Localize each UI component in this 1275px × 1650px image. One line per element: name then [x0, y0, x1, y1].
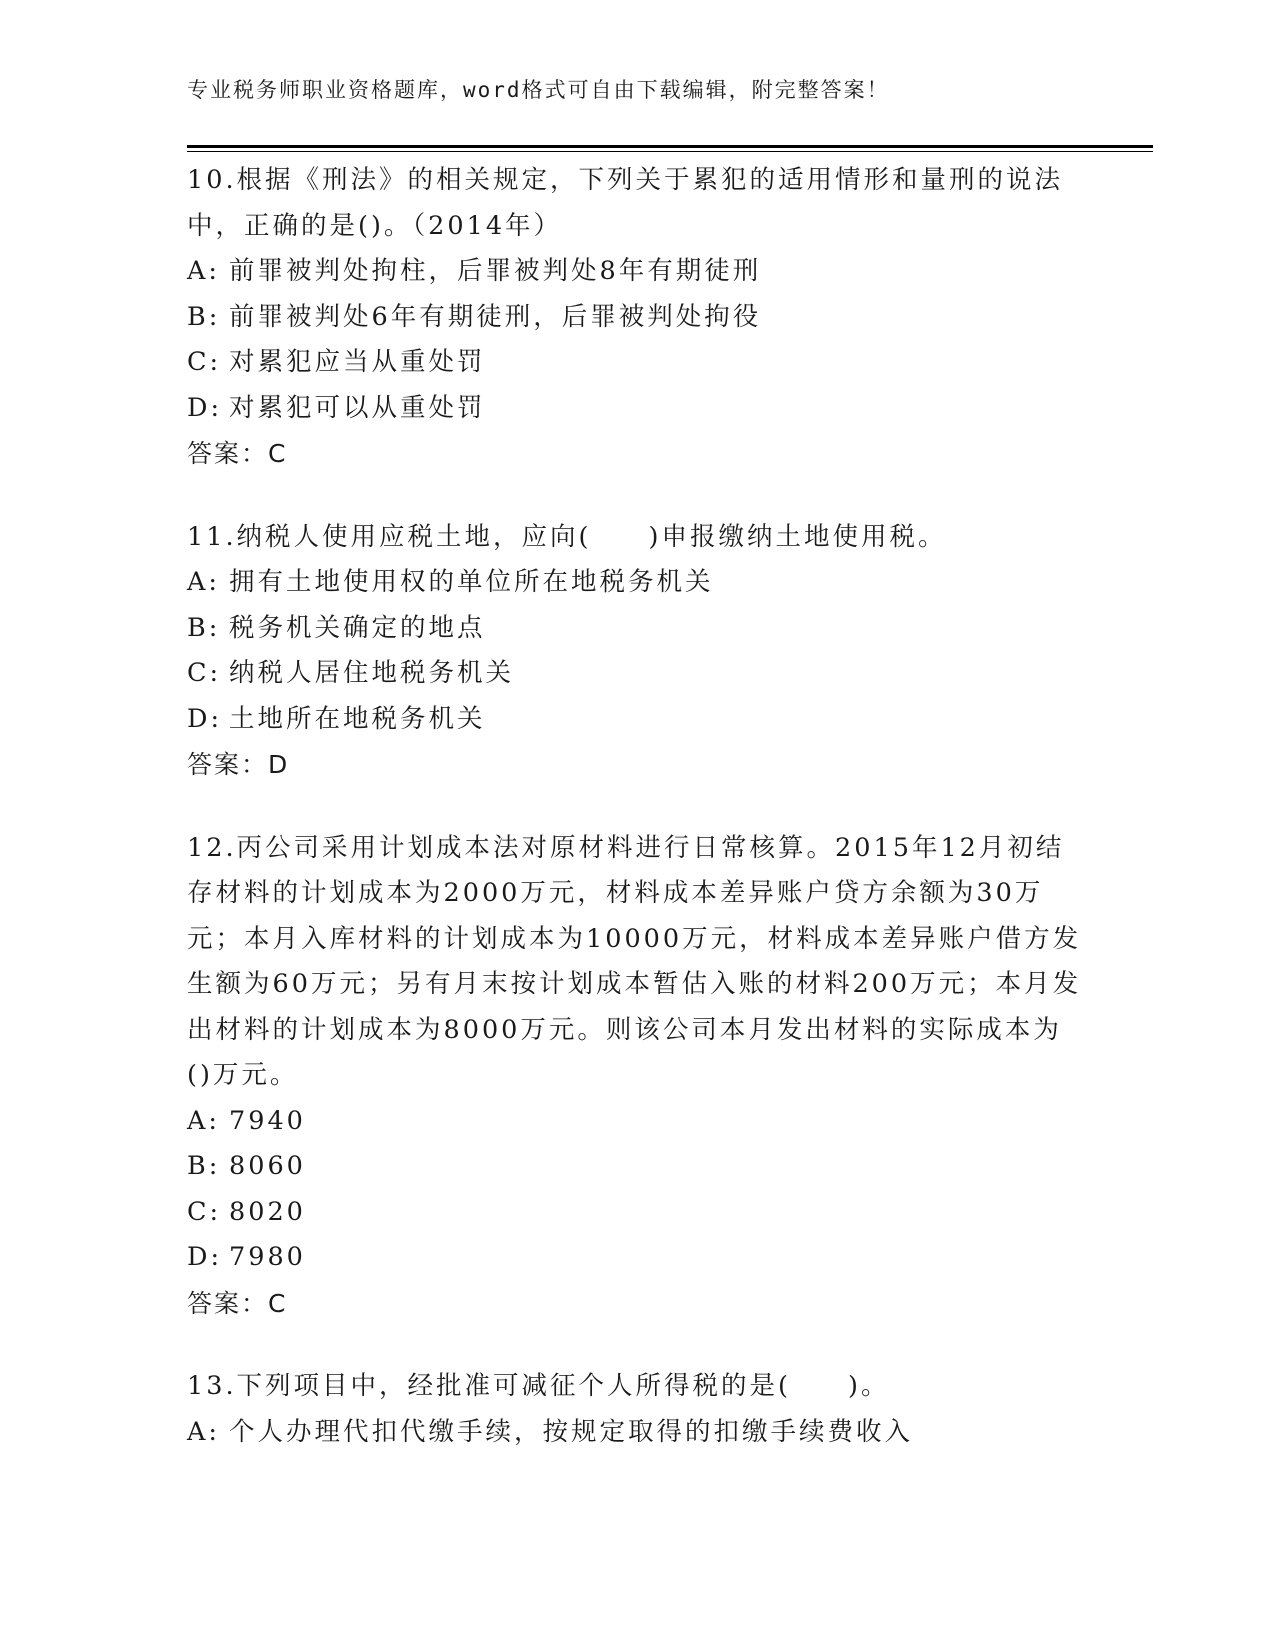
question-stem: 10.根据《刑法》的相关规定，下列关于累犯的适用情形和量刑的说法中，正确的是()。（2014年）: [187, 165, 1064, 241]
option-d: [187, 1235, 1087, 1281]
option-text: 7980: [229, 1242, 306, 1272]
page-header: 专业税务师职业资格题库，word格式可自由下载编辑，附完整答案！: [187, 78, 890, 102]
option-text: 税务机关确定的地点: [229, 612, 486, 643]
option-text: 对累犯可以从重处罚: [229, 392, 486, 423]
question-stem: 11.纳税人使用应税土地，应向( )申报缴纳土地使用税。: [187, 521, 947, 552]
option-text: 8060: [229, 1151, 306, 1181]
option-text: 前罪被判处拘柱，后罪被判处8年有期徒刑: [229, 256, 762, 286]
option-b: [187, 606, 1087, 652]
question-stem: 12.丙公司采用计划成本法对原材料进行日常核算。2015年12月初结存材料的计划成本为2000万元，材料成本差异账户贷方余额为30万元；本月入库材料的计划成本为10000万元，材料成本差异账户借方发生额为60万元；另有月末按计划成本暂估入账的材料200万元；本月发出材料的计划成本为8000万元。则该公司本月发出材料的实际成本为()万元。: [187, 832, 1082, 1090]
option-letter: C:: [187, 347, 222, 377]
answer-line: 答案：D: [187, 750, 290, 779]
answer-line: 答案：C: [187, 1288, 288, 1318]
header-rule-thick: [187, 145, 1153, 148]
option-letter: A:: [187, 256, 221, 286]
option-c: [187, 651, 1087, 697]
option-letter: C:: [187, 1196, 222, 1227]
question-12: [187, 826, 1087, 1327]
option-letter: A:: [187, 567, 221, 597]
option-letter: B:: [187, 612, 221, 643]
option-letter: D:: [187, 703, 223, 734]
option-c: [187, 1190, 1087, 1236]
option-a: [187, 1099, 1087, 1145]
option-text: 纳税人居住地税务机关: [229, 658, 515, 688]
option-a: [187, 560, 1087, 606]
option-a: [187, 1410, 1087, 1456]
option-text: 土地所在地税务机关: [229, 703, 486, 734]
option-letter: B:: [187, 301, 221, 332]
option-b: [187, 1144, 1087, 1190]
question-stem: 13.下列项目中，经批准可减征个人所得税的是( )。: [187, 1371, 890, 1401]
question-10: [187, 158, 1087, 477]
option-text: 前罪被判处6年有期徒刑，后罪被判处拘役: [229, 301, 762, 332]
option-b: [187, 295, 1087, 341]
option-letter: A:: [187, 1416, 221, 1447]
option-c: [187, 340, 1087, 386]
option-d: [187, 697, 1087, 743]
question-13: [187, 1364, 1087, 1455]
question-list: [187, 158, 1087, 1493]
question-11: [187, 515, 1087, 788]
option-text: 拥有土地使用权的单位所在地税务机关: [229, 567, 714, 597]
option-letter: A:: [187, 1105, 221, 1136]
header-rule-thin: [187, 151, 1153, 152]
option-letter: B:: [187, 1151, 221, 1181]
option-letter: C:: [187, 658, 222, 688]
option-text: 个人办理代扣代缴手续，按规定取得的扣缴手续费收入: [229, 1416, 914, 1447]
option-a: [187, 249, 1087, 295]
option-text: 7940: [229, 1105, 306, 1136]
answer-line: 答案：C: [187, 439, 288, 468]
option-d: [187, 386, 1087, 432]
option-letter: D:: [187, 1242, 223, 1272]
option-text: 对累犯应当从重处罚: [229, 347, 486, 377]
option-text: 8020: [229, 1196, 306, 1227]
option-letter: D:: [187, 392, 223, 423]
